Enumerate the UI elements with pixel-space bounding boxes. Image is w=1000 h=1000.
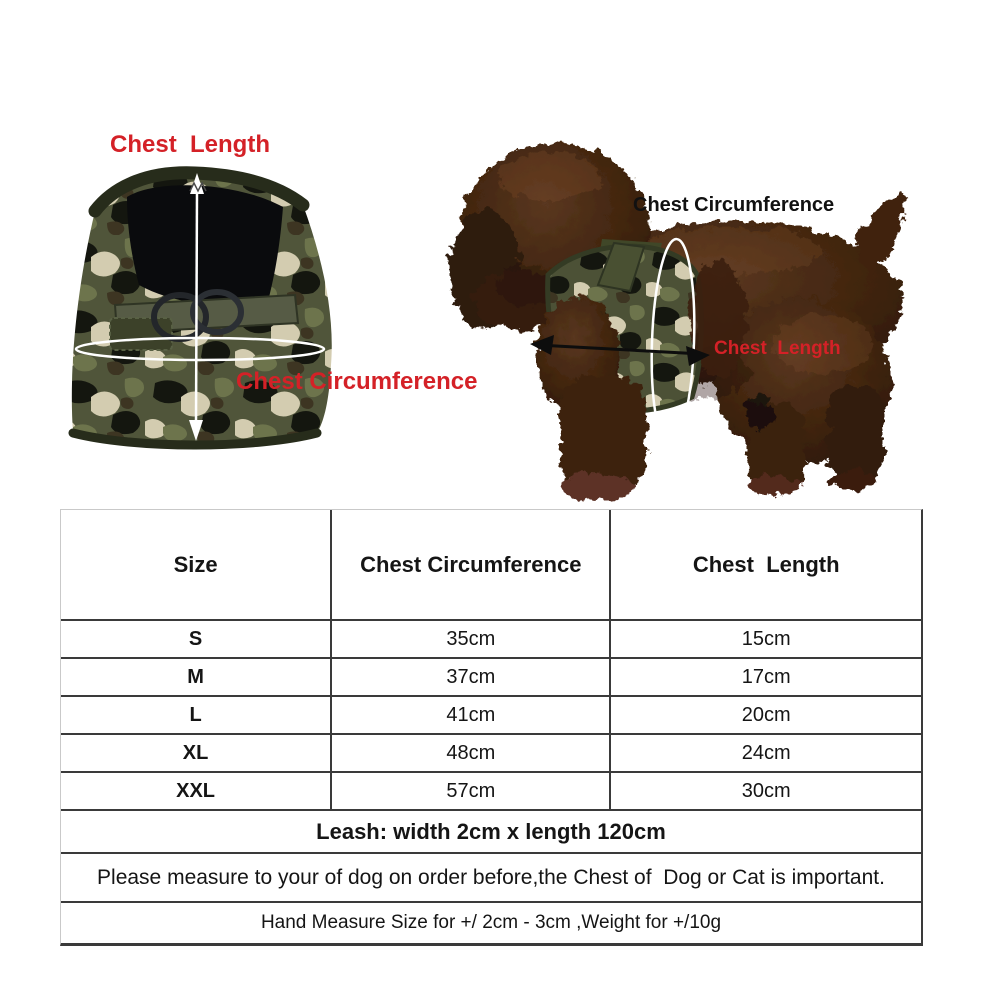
measure-note: Please measure to your of dog on order before,the Chest of Dog or Cat is important. — [97, 865, 885, 889]
size-value: S — [188, 627, 203, 650]
circumference-value: 48cm — [330, 735, 611, 771]
dog-chest-length-label: Chest Length — [714, 338, 841, 359]
header-size: Size — [173, 551, 218, 577]
table-row — [61, 619, 921, 657]
length-value: 15cm — [741, 627, 791, 650]
length-value: 24cm — [741, 741, 791, 764]
size-value: XL — [182, 741, 209, 764]
vertical-length-arrow — [196, 191, 197, 423]
table-row — [61, 657, 921, 695]
tolerance-note: Hand Measure Size for +/ 2cm - 3cm ,Weight for +/10g — [260, 912, 722, 933]
circumference-value: 57cm — [330, 773, 611, 809]
size-value: XXL — [176, 779, 216, 802]
leash-note-row — [61, 809, 921, 852]
harness-chest-circumference-label: Chest Circumference — [236, 368, 478, 395]
harness-chest-length-label: Chest Length — [110, 131, 270, 158]
leash-note: Leash: width 2cm x length 120cm — [316, 818, 666, 844]
table-header-row — [61, 510, 921, 619]
table-row — [61, 733, 921, 771]
circumference-value: 41cm — [330, 697, 611, 733]
tolerance-note-row — [61, 901, 921, 943]
measure-note-row — [61, 852, 921, 901]
circumference-value: 37cm — [330, 659, 611, 695]
harness-photo — [55, 165, 355, 460]
table-row — [61, 695, 921, 733]
length-value: 17cm — [741, 665, 791, 688]
dog-photo — [430, 135, 910, 510]
length-value: 30cm — [741, 779, 791, 802]
header-chest-length: Chest Length — [692, 551, 840, 577]
table-row — [61, 771, 921, 809]
header-chest-circumference: Chest Circumference — [330, 510, 611, 619]
size-value: L — [189, 703, 202, 726]
length-value: 20cm — [741, 703, 791, 726]
size-value: M — [187, 665, 204, 688]
dog-chest-circumference-label: Chest Circumference — [633, 194, 835, 216]
circumference-value: 35cm — [330, 621, 611, 657]
size-table — [60, 509, 923, 946]
